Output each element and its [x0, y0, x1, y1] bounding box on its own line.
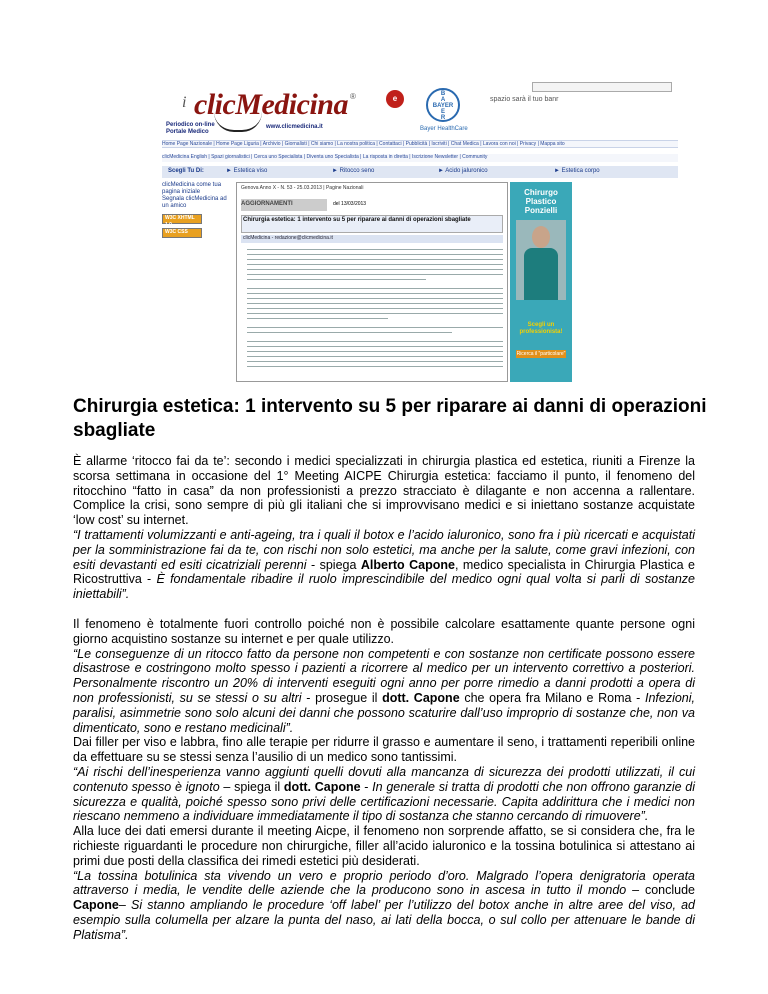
topic-link[interactable]: ► Ritocco seno [332, 168, 375, 174]
left-sidebar [162, 182, 232, 238]
embedded-article-title: Chirurgia estetica: 1 intervento su 5 per riparare ai danni di operazioni sbagliate [241, 215, 503, 233]
topic-bar: Scegli Tu Di: ► Estetica viso ► Ritocco seno ► Acido jaluronico ► Estetica corpo [162, 166, 678, 178]
article-text-lines [247, 249, 503, 371]
w3c-css-badge[interactable]: W3C CSS [162, 228, 202, 238]
sponsor-logo: e [386, 90, 404, 108]
topic-link[interactable]: ► Estetica corpo [554, 168, 600, 174]
section-label: AGGIORNAMENTI [241, 199, 327, 211]
topic-link[interactable]: ► Acido jaluronico [438, 168, 488, 174]
search-input[interactable] [532, 82, 672, 92]
quote-paragraph: “I trattamenti volumizzanti e anti-ageing, tra i quali il botox e l’acido ialuronico, sono fra i più ricercati e acquistati per la somministrazione fai da te, con rischi non solo estetici, ma anche per la salute, come gravi infezioni, con esiti devastanti ed esiti cicatriziali perenni - spiega Alberto Capone, medico specialista in Chirurgia Plastica e Ricostruttiva - È fondamentale ribadire il ruolo imprescindibile del medico ogni qual volta si parli di sostanze iniettabili”. [73, 527, 695, 602]
paragraph: Alla luce dei dati emersi durante il meeting Aicpe, il fenomeno non sorprende affatto, se si considera che, fra le richieste riguardanti le procedure non chirurgiche, filler all’acido ialuronico e la tossina botulinica si attestano ai primi due posti della classifica dei rimedi estetici più desiderati. [73, 824, 695, 868]
quote-paragraph: “Ai rischi dell’inesperienza vanno aggiunti quelli dovuti alla mancanza di sicurezza dei prodotti utilizzati, il cui contenuto spesso è ignoto – spiega il dott. Capone - In generale si tratta di prodotti che non offrono garanzie di sicurezza e qualità, poiché spesso sono privi delle certificazioni necessarie. Capita addirittura che i medici non riescano nemmeno a individuare immediatamente il tipo di sostanza che stanno cercando di rimuovere”. [73, 764, 695, 824]
article-title: Chirurgia estetica: 1 intervento su 5 per riparare ai danni di operazioni sbagliate [73, 396, 707, 441]
ad-space-text: spazio sarà il tuo banr [490, 96, 559, 103]
paragraph: È allarme ‘ritocco fai da te’: secondo i medici specializzati in chirurgia plastica ed estetica, riuniti a Firenze la scorsa settimana in occasione del 1° Meeting AICPE Chirurgia estetica: facciamo il punto, il fenomeno del ritocchino “fatto in casa” da non professionisti a prezzo stracciato è dilagante e non accenna a rallentare. Complice la crisi, sono sempre di più gli italiani che si improvvisano medici e si iniettano sostanze acquistate ‘low cost’ su internet. [73, 454, 695, 528]
topic-link[interactable]: ► Estetica viso [226, 168, 268, 174]
article-body [73, 454, 695, 943]
stethoscope-icon [214, 112, 262, 132]
w3c-xhtml-badge[interactable]: W3C XHTML 1.0 [162, 214, 202, 224]
paragraph: Dai filler per viso e labbra, fino alle terapie per ridurre il grasso e aumentare il seno, i trattamenti reperibili online da effettuare su se stessi senza l’ausilio di un medico sono tantissimi. [73, 735, 695, 765]
sidebar-link[interactable]: clicMedicina come tua pagina iniziale [162, 182, 222, 195]
doctor-photo [516, 220, 566, 300]
quote-paragraph: “Le conseguenze di un ritocco fatto da persone non competenti e con sostanze non certificate possono essere disastrose e costringono molto spesso i pazienti a ricorrere al medico per un intervento correttivo a posteriori. Personalmente riscontro un 20% di interventi eseguiti ogni anno per porre rimedio a danni prodotti a opera di non professionisti, su se stessi o su altri - prosegue il dott. Capone che opera fra Milano e Roma - Infezioni, paralisi, asimmetrie sono solo alcuni dei danni che possono scaturire dall’uso improprio di sostanze che, non va dimenticato, sono e restano medicinali”. [73, 646, 695, 735]
surgeon-ad-banner[interactable]: Chirurgo Plastico Ponzielli Scegli un professionista! Ricerca il "particolare" [510, 182, 572, 382]
main-nav[interactable]: Home Page Nazionale | Home Page Liguria | Archivio | Giornalisti | Chi siamo | La nostra politica | Contattaci | Pubblicità | Iscriviti | Chat Medica | Lavora con noi | Privacy | Mappa sito [162, 140, 678, 148]
secondary-nav[interactable]: clicMedicina English | Spazi giornalistici | Cerca uno Specialista | Diventa uno Specialista | La risposta in diretta | Iscrizione Newsletter | Community [162, 154, 678, 162]
clicmedicina-logo: i clicMedicina ® Periodico on-line Portale Medico www.clicmedicina.it [166, 88, 356, 135]
embedded-article: Genova Anno X - N. 53 - 25.03.2013 | Pagine Nazionali AGGIORNAMENTI del 13/03/2013 Chirurgia estetica: 1 intervento su 5 per riparare ai danni di operazioni sbagliate clicMedicina - redazione@clicmedicina.it [236, 182, 508, 382]
ad-search-button[interactable]: Ricerca il "particolare" [516, 351, 566, 357]
paragraph: Il fenomeno è totalmente fuori controllo poiché non è possibile calcolare esattamente quante persone ogni giorno acquistino sostanze su internet e per quale utilizzo. [73, 616, 695, 646]
quote-paragraph: “La tossina botulinica sta vivendo un vero e proprio periodo d’oro. Malgrado l’opera denigratoria operata attraverso i media, le vendite delle aziende che la producono sono in ascesa in tutto il mondo – conclude Capone– Si stanno ampliando le procedure ‘off label’ per l’utilizzo del botox anche in altre aree del viso, ad esempio sulla columella per alzare la punta del naso, ai lati della bocca, o sul collo per attenuare le bande di Platisma”. [73, 868, 695, 942]
embedded-webpage-screenshot [158, 82, 678, 384]
bayer-logo: B A BAYER E R [426, 88, 460, 122]
sidebar-link[interactable]: Segnala clicMedicina ad un amico [162, 196, 227, 209]
bayer-label: Bayer HealthCare [420, 126, 468, 132]
